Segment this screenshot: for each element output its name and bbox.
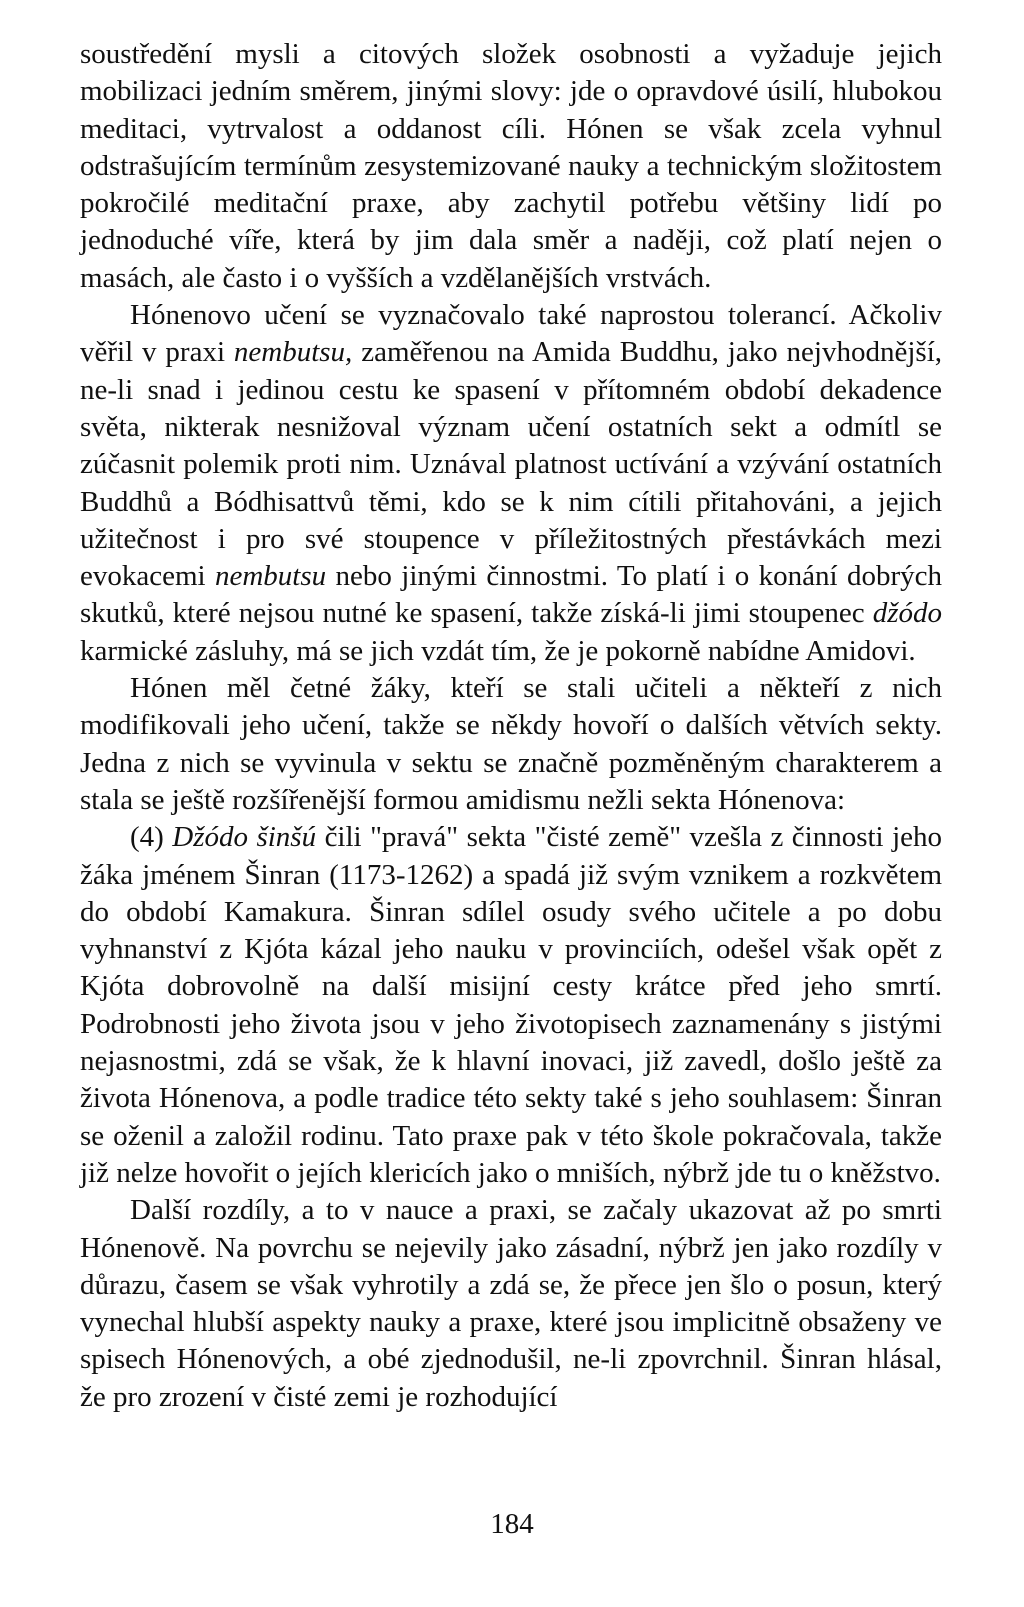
text-run: karmické zásluhy, má se jich vzdát tím, že je pokorně nabídne Amidovi. — [80, 634, 916, 667]
text-run: (4) — [130, 821, 173, 854]
paragraph-5 — [80, 1192, 942, 1416]
text-run: zaměřenou na Amida Buddhu, jako nejvhodnější, ne-li snad i jedinou cestu ke spasení v přítomném období dekadence světa, nikterak nesnižoval význam učení ostatních sekt a odmítl se zúčasnit polemik proti nim. Uznával platnost uctívání a vzývání ostatních Buddhů a Bódhisattvů těmi, kdo se k nim cítili přitahováni, a jejich užitečnost i pro své stoupence v příležitostných přestávkách mezi evokacemi — [80, 336, 942, 593]
paragraph-2 — [80, 297, 942, 670]
page-number: 184 — [490, 1508, 534, 1540]
text-run: čili "pravá" sekta "čisté země" vzešla z činnosti jeho žáka jménem Šinran (1173-1262) a spadá již svým vznikem a rozkvětem do období Kamakura. Šinran sdílel osudy svého učitele a po dobu vyhnanství z Kjóta kázal jeho nauku v provinciích, odešel však opět z Kjóta dobrovolně na další misijní cesty krátce před jeho smrtí. Podrobnosti jeho života jsou v jeho životopisech zaznamenány s jistými nejasnostmi, zdá se však, že k hlavní inovaci, již zavedl, došlo ještě za života Hónenova, a podle tradice této sekty také s jeho souhlasem: Šinran se oženil a založil rodinu. Tato praxe pak v této škole pokračovala, takže již nelze hovořit o jejích klericích jako o mniších, nýbrž jde tu o kněžstvo. — [80, 821, 942, 1189]
italic-term: nembutsu — [214, 560, 327, 593]
paragraph-3 — [80, 670, 942, 819]
text-run: nebo jinými činnostmi. To platí i o konání dobrých skutků, které nejsou nutné ke spasení, takže získá-li jimi stoupenec — [80, 560, 942, 630]
text-run: soustředění mysli a citových složek osobnosti a vyžaduje jejich mobilizaci jedním směrem, jinými slovy: jde o opravdové úsilí, hlubokou meditaci, vytrvalost a oddanost cíli. Hónen se však zcela vyhnul odstrašujícím termínům zesystemizované nauky a technickým složitostem pokročilé meditační praxe, aby zachytil potřebu většiny lidí po jednoduché víře, která by jim dala směr a naději, což platí nejen o masách, ale často i o vyšších a vzdělanějších vrstvách. — [80, 38, 942, 294]
page-body — [80, 36, 942, 1416]
text-run: Hónen měl četné žáky, kteří se stali učiteli a někteří z nich modifikovali jeho učení, takže se někdy hovoří o dalších větvích sekty. Jedna z nich se vyvinula v sektu se značně pozměněným charakterem a stala se ještě rozšířenější formou amidismu nežli sekta Hónenova: — [80, 672, 942, 816]
text-run: Další rozdíly, a to v nauce a praxi, se začaly ukazovat až po smrti Hónenově. Na povrchu se nejevily jako zásadní, nýbrž jen jako rozdíly v důrazu, časem se však vyhrotily a zdá se, že přece jen šlo o posun, který vynechal hlubší aspekty nauky a praxe, které jsou implicitně obsaženy ve spisech Hónenových, a obé zjednodušil, ne-li zpovrchnil. Šinran hlásal, že pro zrození v čisté zemi je rozhodující — [80, 1194, 942, 1413]
italic-term: džódo — [872, 597, 942, 630]
paragraph-1 — [80, 36, 942, 297]
italic-term: Džódo šinšú — [172, 821, 317, 854]
paragraph-4 — [80, 819, 942, 1192]
text-run: Hónenovo učení se vyznačovalo také naprostou tolerancí. Ačkoliv věřil v praxi — [80, 299, 942, 369]
italic-term: nembutsu, — [233, 336, 353, 369]
